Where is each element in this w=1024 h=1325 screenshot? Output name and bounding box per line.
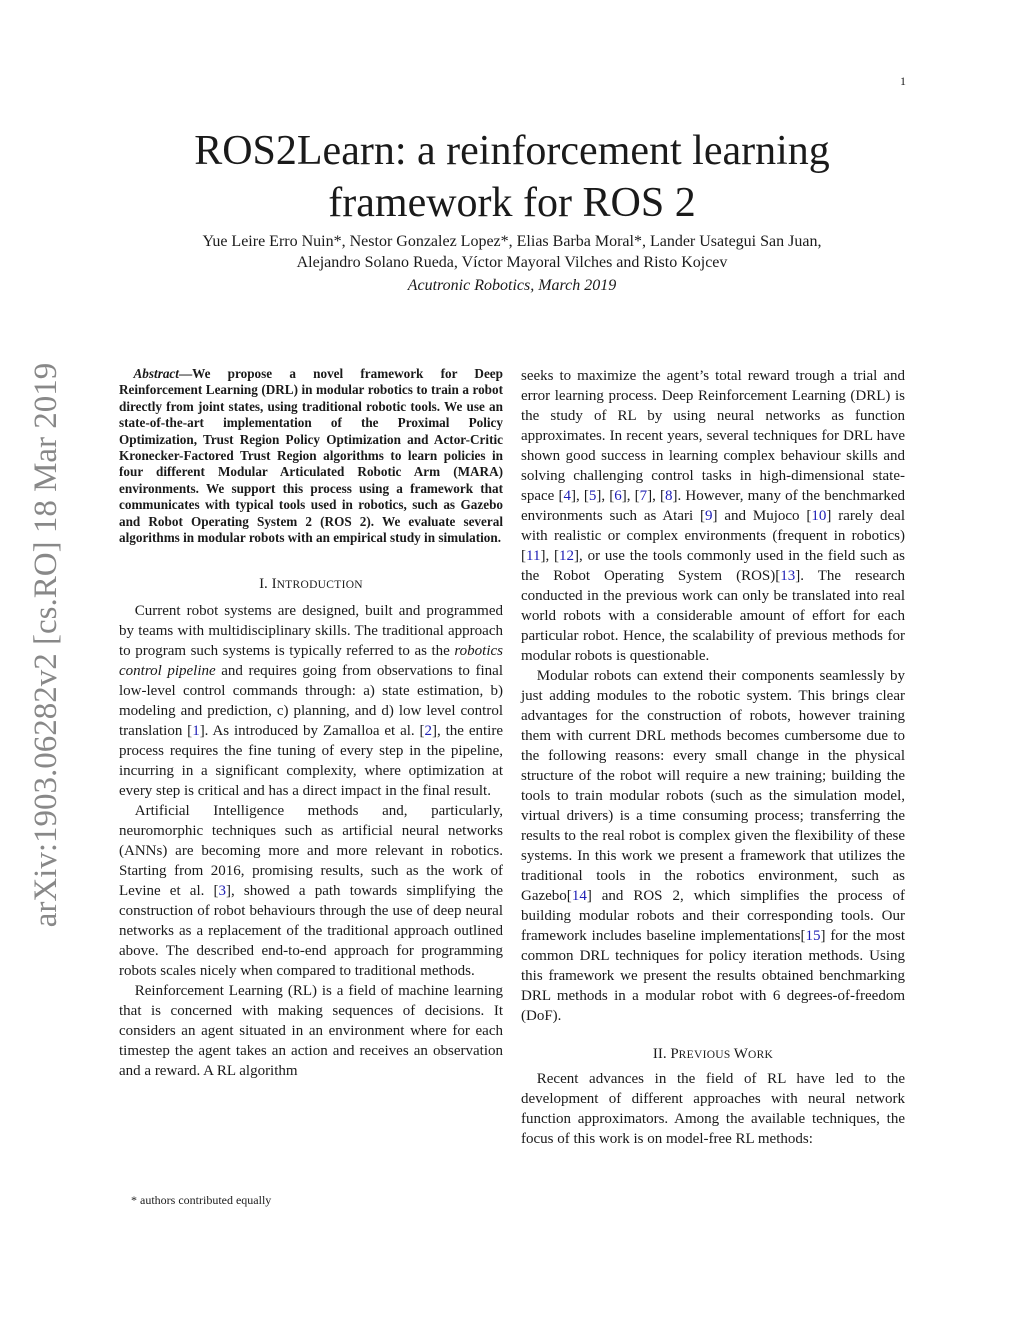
right-p1-text-c: ] and Mujoco [ <box>712 508 812 524</box>
citation-link[interactable]: 6 <box>614 488 622 504</box>
citation-link[interactable]: 13 <box>780 568 796 584</box>
citation-link[interactable]: 3 <box>218 883 227 900</box>
right-p2-text-c: ] for the most common DRL techniques for policy iteration methods. Using this framework we present the results obtained benchmarking DRL methods in a modular robot with 6 degrees-of-freedom (DoF). <box>521 928 905 1024</box>
citation-link[interactable]: 4 <box>563 488 571 504</box>
section-number: I. <box>259 576 272 593</box>
title-line-2: framework for ROS 2 <box>328 180 696 226</box>
section-title-rest: REVIOUS <box>678 1049 734 1061</box>
section-title-cap: P <box>670 1046 679 1062</box>
right-paragraph-1: seeks to maximize the agent’s total reward trough a trial and error learning process. Deep Reinforcement Learning (DRL) is the study of RL by using neural networks as function approximates. In recent years, several techniques for DRL have shown good success in learning complex behaviour skills and solving challenging control tasks in high-dimensional state-space [4], [5], [6], [7], [8]. However, many of the benchmarked environments such as Atari [9] and Mujoco [10] rarely deal with realistic or complex environments (frequent in robotics) [11], [12], or use the tools commonly used in the field such as the Robot Operating System (ROS)[13]. The research conducted in the previous work can only be translated into real world robots with a considerable amount of effort for each particular robot. Hence, the scalability of previous methods for modular robots is questionable. <box>521 368 906 664</box>
right-p2-text-a: Modular robots can extend their components seamlessly by just adding modules to the robotic system. This brings clear advantages for the construction of robots, however training them with current DRL methods becomes cumbersome due to the following reasons: every small change in the physical structure of the robot will require a new training; building the tools to train modular robots (such as the simulation model, virtual drivers) is a time consuming process; transferring the results to the real robot is complex given the flexibility of these systems. In this work we present a framework that utilizes the traditional tools in the robotics environment, such as Gazebo[ <box>521 668 905 904</box>
right-paragraph-2 <box>521 666 905 1026</box>
right-p1-text-e: ], or use the tools commonly used in the field such as the Robot Operating System (ROS)[ <box>521 548 905 584</box>
abstract-text: —We propose a novel framework for Deep Reinforcement Learning (DRL) in modular robotics to train a robot directly from joint states, using traditional robotic tools. We use an state-of-the-art implementation of the Proximal Policy Optimization, Trust Region Policy Optimization and Actor-Critic Kronecker-Factored Trust Region algorithms to learn policies in four different Modular Articulated Robotic Arm (MARA) environments. We support this process using a framework that communicates with typical tools used in robotics, such as Gazebo and Robot Operating System 2 (ROS 2). We evaluate several algorithms in modular robots with an empirical study in simulation. <box>119 366 503 546</box>
left-column <box>119 366 503 1081</box>
intro-p1-text-c: ]. As introduced by Zamalloa et al. [ <box>199 723 425 740</box>
citation-link[interactable]: 15 <box>805 928 821 944</box>
citation-link[interactable]: 7 <box>639 488 648 504</box>
section-title-cap: W <box>733 1046 748 1062</box>
section-title-cap: I <box>271 576 277 593</box>
intro-p1-text-d: ], the entire process requires the fine tuning of every step in the pipeline, incurring in a significant complexity, where optimization at every step is critical and has a direct impact in the final result. <box>119 723 503 800</box>
intro-p1-text-a: Current robot systems are designed, built and programmed by teams with multidisciplinary skills. The traditional approach to program such systems is typically referred to as the <box>119 603 503 660</box>
citation-link[interactable]: 8 <box>665 488 673 504</box>
right-column <box>521 366 905 1149</box>
citation-link[interactable]: 12 <box>559 548 575 564</box>
abstract <box>119 366 503 546</box>
right-p1-text-f: ]. The research conducted in the previous work can only be translated into real world robots with a considerable amount of effort for each particular robot. Hence, the scalability of previous methods for modular robots is questionable. <box>521 568 905 664</box>
arxiv-identifier: arXiv:1903.06282v2 [cs.RO] 18 Mar 2019 <box>28 362 64 928</box>
citation-link[interactable]: 10 <box>811 508 827 524</box>
section-heading-introduction <box>119 574 503 595</box>
right-p1-text-b: ]. However, many of the benchmarked environments such as Atari [ <box>521 488 906 524</box>
page-number: 1 <box>900 74 906 88</box>
affiliation: Acutronic Robotics, March 2019 <box>407 277 617 294</box>
section-heading-previous-work <box>521 1044 905 1065</box>
intro-p1-emphasis: robotics control pipeline <box>119 643 503 680</box>
citation-link[interactable]: 14 <box>571 888 587 904</box>
citation-link[interactable]: 1 <box>192 723 200 740</box>
right-p1-text-a: seeks to maximize the agent’s total reward trough a trial and error learning process. Deep Reinforcement Learning (DRL) is the study of RL by using neural networks as function approximates. In recent years, several techniques for DRL have shown good success in learning complex behaviour skills and solving challenging control tasks in high-dimensional state-space [ <box>521 368 905 504</box>
citation-link[interactable]: 11 <box>526 548 541 564</box>
intro-p2-text-a: Artificial Intelligence methods and, particularly, neuromorphic techniques such as artificial neural networks (ANNs) are becoming more and more relevant in robotics. Starting from 2016, promising results, such as the work of Levine et al. [ <box>119 803 503 900</box>
intro-p2-text-b: ], showed a path towards simplifying the construction of robot behaviours through the use of deep neural networks as a replacement of the traditional approach outlined above. The described end-to-end approach for programming robots scales nicely when compared to traditional methods. <box>119 883 503 980</box>
previous-work-paragraph-1: Recent advances in the field of RL have led to the development of different approaches with neural network function approximators. Among the available techniques, the focus of this work is on model-free RL methods: <box>521 1071 905 1147</box>
title-line-1: ROS2Learn: a reinforcement learning <box>194 128 830 174</box>
authors-line-2: Alejandro Solano Rueda, Víctor Mayoral Vilches and Risto Kojcev <box>296 254 728 271</box>
right-p1-text-d: ] rarely deal with realistic or complex environments (frequent in robotics) [ <box>521 508 905 564</box>
intro-paragraph-1 <box>119 601 503 801</box>
author-list <box>120 231 904 273</box>
authors-line-1: Yue Leire Erro Nuin*, Nestor Gonzalez Lopez*, Elias Barba Moral*, Lander Usategui San Juan, <box>202 233 822 250</box>
citation-link[interactable]: 2 <box>424 723 433 740</box>
citation-link[interactable]: 9 <box>705 508 713 524</box>
intro-p1-text-b: and requires going from observations to final low-level control commands through: a) state estimation, b) modeling and prediction, c) planning, and d) low level control translation [ <box>119 663 503 740</box>
section-title-rest: NTRODUCTION <box>276 579 363 592</box>
section-title-rest: ORK <box>747 1049 774 1061</box>
abstract-lead: Abstract <box>133 366 179 381</box>
intro-paragraph-3: Reinforcement Learning (RL) is a field of machine learning that is concerned with making sequences of decisions. It considers an agent situated in an environment where for each timestep the agent takes an action and receives an observation and a reward. A RL algorithm <box>119 983 503 1080</box>
paper-title <box>130 125 894 229</box>
footnote: * authors contributed equally <box>131 1193 272 1207</box>
section-number: II. <box>652 1046 671 1062</box>
citation-link[interactable]: 5 <box>588 488 597 504</box>
right-p2-text-b: ] and ROS 2, which simplifies the process of building modular robots and their corresponding tools. Our framework includes baseline implementations[ <box>521 888 905 944</box>
intro-paragraph-2 <box>119 801 503 981</box>
